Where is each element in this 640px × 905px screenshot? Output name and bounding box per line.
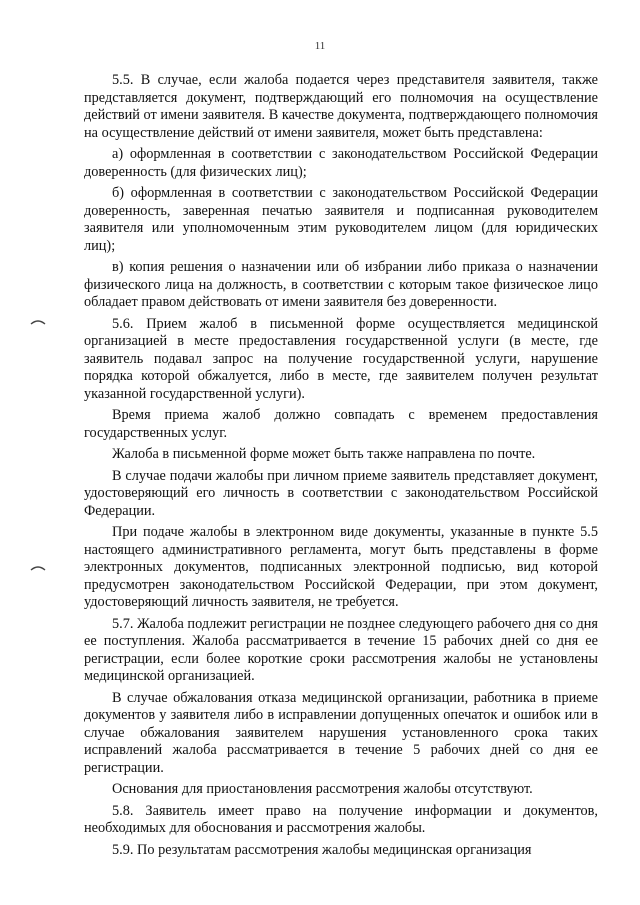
paragraph: в) копия решения о назначении или об избрании либо приказа о назначении физического лица на должность, в соответствии с которым такое физическое лицо обладает правом действовать от имени заявителя без доверенности.	[84, 259, 598, 310]
paragraph: В случае подачи жалобы при личном приеме заявитель представляет документ, удостоверяющий его личность в соответствии с законодательством Российской Федерации.	[84, 467, 598, 519]
paragraph: При подаче жалобы в электронном виде документы, указанные в пункте 5.5 настоящего административного регламента, могут быть представлены в форме электронных документов, подписанных электронной подписью, вид которой предусмотрен законодательством Российской Федерации, при этом документ, удостоверяющий личность заявителя, не требуется.	[84, 524, 598, 610]
paragraph: 5.9. По результатам рассмотрения жалобы медицинская организация	[112, 841, 532, 858]
binding-mark-icon	[30, 318, 46, 326]
page-number: 11	[314, 40, 326, 52]
paragraph: 5.5. В случае, если жалоба подается через представителя заявителя, также представляется документ, подтверждающий его полномочия на осуществление действий от имени заявителя. В качестве документа, подтверждающего полномочия на осуществление действий от имени заявителя, может быть представлена:	[84, 72, 598, 141]
paragraph: 5.8. Заявитель имеет право на получение информации и документов, необходимых для обоснования и рассмотрения жалобы.	[84, 802, 598, 836]
document-body	[84, 72, 598, 863]
paragraph: 5.7. Жалоба подлежит регистрации не позднее следующего рабочего дня со дня ее поступления. Жалоба рассматривается в течение 15 рабочих дней со дня ее регистрации, если более короткие сроки рассмотрения жалобы не установлены медицинской организацией.	[84, 615, 598, 684]
paragraph: Время приема жалоб должно совпадать с временем предоставления государственных услуг.	[84, 407, 598, 441]
paragraph: а) оформленная в соответствии с законодательством Российской Федерации доверенность (для физических лиц);	[84, 146, 598, 180]
binding-mark-icon	[30, 564, 46, 572]
paragraph: Жалоба в письменной форме может быть также направлена по почте.	[112, 446, 536, 462]
paragraph: В случае обжалования отказа медицинской организации, работника в приеме документов у заявителя либо в исправлении допущенных опечаток и ошибок или в случае обжалования заявителем нарушения установленного срока таких исправлений жалоба рассматривается в течение 5 рабочих дней со дня ее регистрации.	[84, 689, 598, 776]
paragraph: 5.6. Прием жалоб в письменной форме осуществляется медицинской организацией в месте предоставления государственной услуги (в месте, где заявитель подавал запрос на получение государственной услуги, нарушение порядка которой обжалуется, либо в месте, где заявителем получен результат указанной государственной услуги).	[84, 315, 598, 402]
paragraph: Основания для приостановления рассмотрения жалобы отсутствуют.	[112, 781, 533, 797]
paragraph: б) оформленная в соответствии с законодательством Российской Федерации доверенность, заверенная печатью заявителя и подписанная руководителем заявителя или уполномоченным этим руководителем лицом (для юридических лиц);	[84, 185, 598, 254]
